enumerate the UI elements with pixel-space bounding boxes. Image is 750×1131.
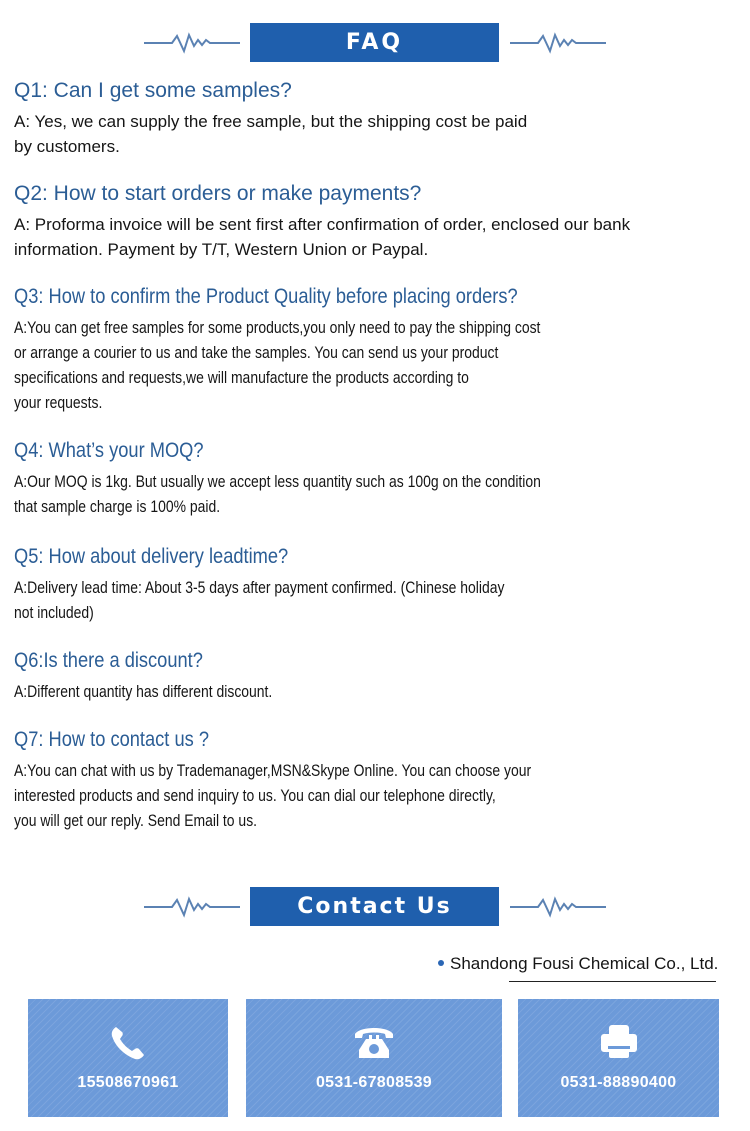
answer-line: you will get our reply. Send Email to us. xyxy=(14,811,258,830)
faq-question: Q7: How to contact us ? xyxy=(14,728,209,751)
faq-answer xyxy=(14,575,613,625)
faq-question: Q6:Is there a discount? xyxy=(14,649,203,672)
answer-line: information. Payment by T/T, Western Union or Paypal. xyxy=(14,240,429,259)
faq-item-7 xyxy=(14,727,744,833)
contact-card-mobile[interactable] xyxy=(28,999,228,1117)
answer-line: A:You can chat with us by Trademanager,MSN&Skype Online. You can choose your xyxy=(14,761,532,780)
contact-card-fax[interactable] xyxy=(518,999,719,1117)
answer-line: A: Yes, we can supply the free sample, but the shipping cost be paid xyxy=(14,112,528,131)
answer-line: A:Our MOQ is 1kg. But usually we accept less quantity such as 100g on the condition xyxy=(14,472,541,491)
wave-decoration-left-icon xyxy=(144,895,240,919)
wave-decoration-left-icon xyxy=(144,31,240,55)
divider xyxy=(509,981,716,982)
faq-item-4 xyxy=(14,438,744,519)
faq-item-2 xyxy=(14,181,744,262)
faq-item-6 xyxy=(14,648,744,704)
fax-number: 0531-88890400 xyxy=(560,1074,677,1091)
faq-question: Q4: What’s your MOQ? xyxy=(14,439,204,462)
faq-question: Q3: How to confirm the Product Quality before placing orders? xyxy=(14,285,518,308)
mobile-number: 15508670961 xyxy=(77,1074,179,1091)
faq-header xyxy=(0,23,750,63)
faq-answer xyxy=(14,109,744,159)
faq-question: Q5: How about delivery leadtime? xyxy=(14,545,289,568)
answer-line: or arrange a courier to us and take the samples. You can send us your product xyxy=(14,343,499,362)
answer-line: not included) xyxy=(14,603,94,622)
bullet-icon xyxy=(438,960,444,966)
answer-line: by customers. xyxy=(14,137,120,156)
mobile-phone-icon xyxy=(106,1021,150,1065)
wave-decoration-right-icon xyxy=(510,31,606,55)
faq-item-1 xyxy=(14,78,744,159)
faq-question: Q2: How to start orders or make payments? xyxy=(14,182,422,205)
faq-answer xyxy=(14,469,613,519)
answer-line: that sample charge is 100% paid. xyxy=(14,497,221,516)
fax-printer-icon xyxy=(597,1021,641,1065)
contact-title-banner: Contact Us xyxy=(250,887,499,926)
faq-item-3 xyxy=(14,284,744,415)
company-name-text: Shandong Fousi Chemical Co., Ltd. xyxy=(450,954,719,973)
company-name xyxy=(438,954,718,974)
answer-line: A: Proforma invoice will be sent first after confirmation of order, enclosed our bank xyxy=(14,215,631,234)
faq-question: Q1: Can I get some samples? xyxy=(14,79,292,102)
telephone-number: 0531-67808539 xyxy=(315,1074,432,1091)
faq-answer xyxy=(14,212,744,262)
faq-item-5 xyxy=(14,544,744,625)
answer-line: A:Different quantity has different discount. xyxy=(14,682,273,701)
answer-line: specifications and requests,we will manufacture the products according to xyxy=(14,368,469,387)
faq-title-banner: FAQ xyxy=(250,23,499,62)
answer-line: A:Delivery lead time: About 3-5 days after payment confirmed. (Chinese holiday xyxy=(14,578,505,597)
telephone-icon xyxy=(352,1021,396,1065)
contact-header xyxy=(0,887,750,927)
answer-line: interested products and send inquiry to us. You can dial our telephone directly, xyxy=(14,786,496,805)
wave-decoration-right-icon xyxy=(510,895,606,919)
faq-answer xyxy=(14,315,613,415)
contact-card-telephone[interactable] xyxy=(246,999,502,1117)
answer-line: your requests. xyxy=(14,393,103,412)
answer-line: A:You can get free samples for some products,you only need to pay the shipping cost xyxy=(14,318,541,337)
faq-answer xyxy=(14,679,613,704)
faq-answer xyxy=(14,758,613,833)
